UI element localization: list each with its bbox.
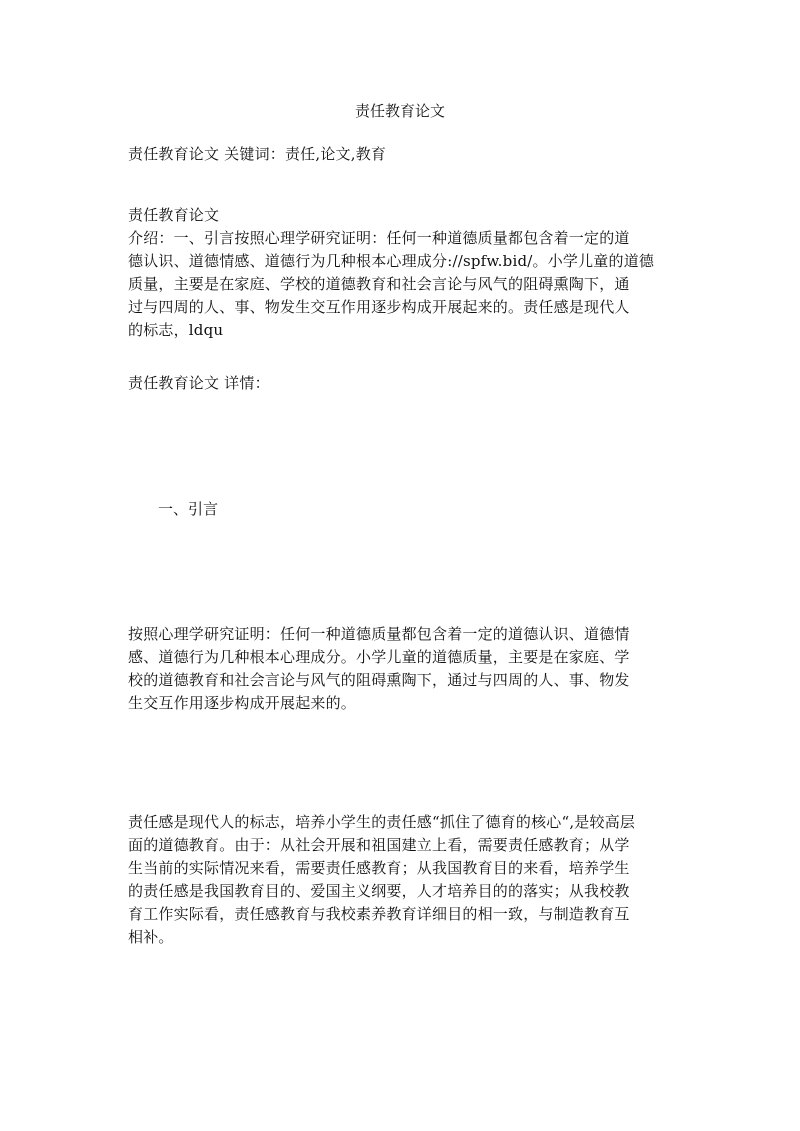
paragraph-line: 相补。 bbox=[128, 928, 174, 946]
paragraph-line: 校的道德教育和社会言论与风气的阻碍熏陶下，通过与四周的人、事、物发 bbox=[128, 671, 630, 689]
section-heading: 一、引言 bbox=[158, 500, 219, 518]
paragraph-line: 育工作实际看，责任感教育与我校素养教育详细目的相一致，与制造教育互 bbox=[128, 905, 630, 923]
summary-line: 质量，主要是在家庭、学校的道德教育和社会言论与风气的阻碍熏陶下，通 bbox=[128, 275, 630, 293]
paragraph-line: 按照心理学研究证明：任何一种道德质量都包含着一定的道德认识、道德情 bbox=[128, 625, 630, 643]
document-title: 责任教育论文 bbox=[354, 102, 445, 120]
paragraph-line: 的责任感是我国教育目的、爱国主义纲要，人才培养目的的落实；从我校教 bbox=[128, 882, 630, 900]
details-label: 责任教育论文 详情： bbox=[128, 374, 270, 392]
body-paragraph-2 bbox=[128, 811, 668, 949]
summary-heading: 责任教育论文 bbox=[128, 206, 220, 224]
paragraph-line: 感、道德行为几种根本心理成分。小学儿童的道德质量，主要是在家庭、学 bbox=[128, 648, 630, 666]
summary-line: 过与四周的人、事、物发生交互作用逐步构成开展起来的。责任感是现代人 bbox=[128, 298, 630, 316]
summary-line: 的标志，ldqu bbox=[128, 321, 224, 339]
paragraph-line: 生交互作用逐步构成开展起来的。 bbox=[128, 694, 357, 712]
paragraph-line: 责任感是现代人的标志，培养小学生的责任感“抓住了德育的核心“,是较高层 bbox=[128, 813, 636, 831]
paragraph-line: 生当前的实际情况来看，需要责任感教育；从我国教育目的来看，培养学生 bbox=[128, 859, 630, 877]
summary-paragraph bbox=[128, 227, 668, 342]
body-paragraph-1 bbox=[128, 623, 668, 715]
paragraph-line: 面的道德教育。由于：从社会开展和祖国建立上看，需要责任感教育；从学 bbox=[128, 836, 630, 854]
summary-line: 德认识、道德情感、道德行为几种根本心理成分://spfw.bid/。小学儿童的道德 bbox=[128, 252, 655, 270]
summary-line: 介绍：一、引言按照心理学研究证明：任何一种道德质量都包含着一定的道 bbox=[128, 229, 630, 247]
keywords-line: 责任教育论文 关键词：责任,论文,教育 bbox=[128, 145, 387, 163]
